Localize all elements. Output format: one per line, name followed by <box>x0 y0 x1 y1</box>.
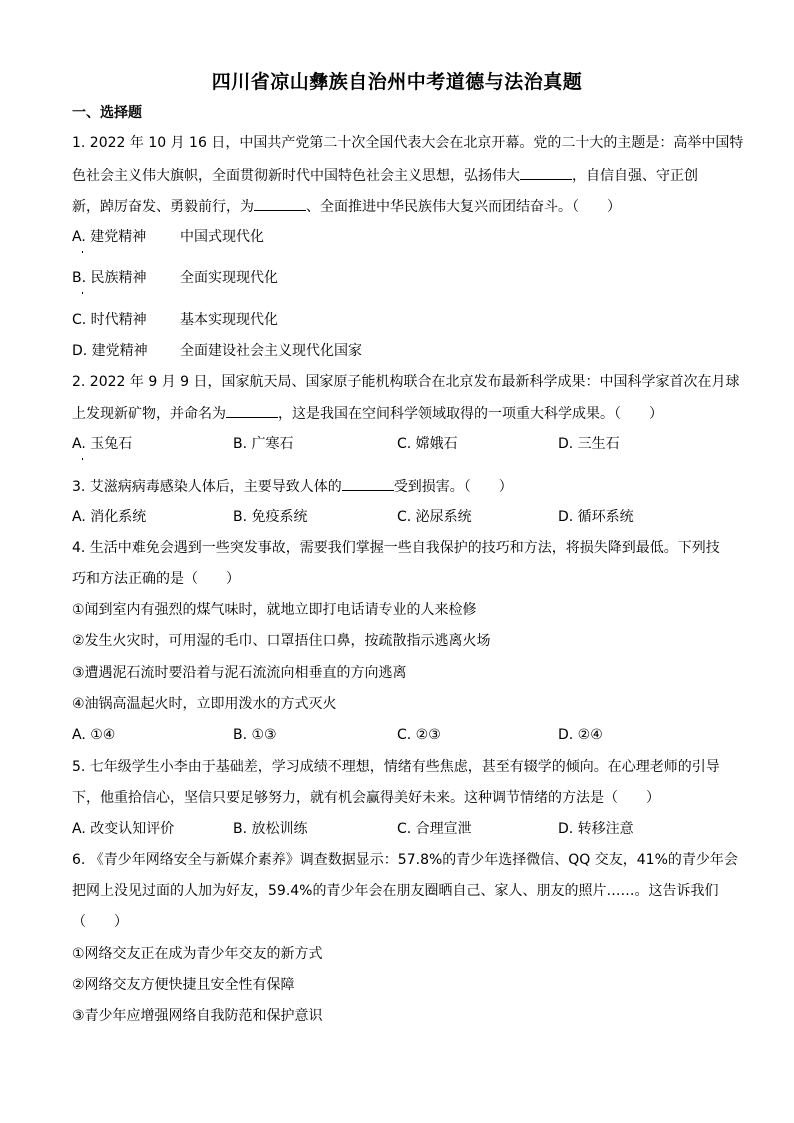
option-label: A. 建党精神 <box>72 229 147 245</box>
q1-option-d <box>72 342 362 360</box>
option-value: 中国式现代化 <box>180 229 264 245</box>
q6-statement-3: ③青少年应增强网络自我防范和保护意识 <box>72 1008 323 1024</box>
q5-option-d: D. 转移注意 <box>558 821 634 837</box>
option-label: B. 民族精神 <box>72 270 147 286</box>
answer-blank <box>254 196 306 211</box>
q2-line-2 <box>72 403 663 423</box>
q3-line-1 <box>72 476 513 496</box>
q2-line-1: 2. 2022 年 9 月 9 日，国家航天局、国家原子能机构联合在北京发布最新科学成果：中国科学家首次在月球 <box>72 374 740 390</box>
q5-line-2: 下，他重拾信心，坚信只要足够努力，就有机会赢得美好未来。这种调节情绪的方法是（ ） <box>72 790 660 806</box>
q4-statement-2: ②发生火灾时，可用湿的毛巾、口罩捂住口鼻，按疏散指示逃离火场 <box>72 633 491 649</box>
q2-option-c: C. 嫦娥石 <box>397 436 458 452</box>
q2-line-2-text-a: 上发现新矿物，并命名为 <box>72 406 226 422</box>
q3-line-1-text-a: 3. 艾滋病病毒感染人体后，主要导致人体的 <box>72 479 342 495</box>
q3-line-1-text-b: 受到损害。（ ） <box>393 479 513 495</box>
q6-line-2: 把网上没见过面的人加为好友，59.4%的青少年会在朋友圈晒自己、家人、朋友的照片……。这告诉我们 <box>72 883 719 899</box>
page-title: 四川省凉山彝族自治州中考道德与法治真题 <box>211 71 583 93</box>
q5-line-1: 5. 七年级学生小李由于基础差，学习成绩不理想，情绪有些焦虑，甚至有辍学的倾向。在心理老师的引导 <box>72 759 720 775</box>
q1-option-a <box>72 228 264 246</box>
q1-line-1: 1. 2022 年 10 月 16 日，中国共产党第二十次全国代表大会在北京开幕。党的二十大的主题是：高举中国特 <box>72 135 744 151</box>
q1-line-2-text-b: ，自信自强、守正创 <box>572 168 698 184</box>
section-heading: 一、选择题 <box>72 105 142 121</box>
q1-line-2 <box>72 165 698 185</box>
q4-option-c: C. ②③ <box>397 727 441 743</box>
q4-option-d: D. ②④ <box>558 727 603 743</box>
q1-option-b <box>72 269 278 287</box>
q4-line-1: 4. 生活中难免会遇到一些突发事故，需要我们掌握一些自我保护的技巧和方法，将损失降到最低。下列技 <box>72 540 720 556</box>
q2-line-2-text-b: ，这是我国在空间科学领域取得的一项重大科学成果。（ ） <box>278 406 663 422</box>
q1-line-3 <box>72 196 621 216</box>
q2-option-d: D. 三生石 <box>558 436 620 452</box>
q3-option-d: D. 循环系统 <box>558 509 634 525</box>
q2-option-b: B. 广寒石 <box>233 436 294 452</box>
q4-option-b: B. ①③ <box>233 727 277 743</box>
option-label: D. 建党精神 <box>72 343 148 359</box>
q1-line-2-text-a: 色社会主义伟大旗帜，全面贯彻新时代中国特色社会主义思想，弘扬伟大 <box>72 168 520 184</box>
q4-statement-3: ③遭遇泥石流时要沿着与泥石流流向相垂直的方向逃离 <box>72 665 407 681</box>
q3-option-c: C. 泌尿系统 <box>397 509 472 525</box>
q5-option-c: C. 合理宣泄 <box>397 821 472 837</box>
q3-option-b: B. 免疫系统 <box>233 509 308 525</box>
answer-blank <box>520 165 572 180</box>
q4-statement-4: ④油锅高温起火时，立即用泼水的方式灭火 <box>72 696 337 712</box>
answer-blank <box>342 476 394 491</box>
stray-dot <box>82 251 83 253</box>
answer-blank <box>226 403 278 418</box>
stray-dot <box>82 292 83 294</box>
q4-statement-1: ①闻到室内有强烈的煤气味时，就地立即打电话请专业的人来检修 <box>72 602 477 618</box>
option-value: 基本实现现代化 <box>180 312 278 328</box>
option-value: 全面实现现代化 <box>180 270 278 286</box>
stray-dot <box>82 458 83 460</box>
q5-option-b: B. 放松训练 <box>233 821 308 837</box>
q1-option-c <box>72 311 278 329</box>
q6-line-3: （ ） <box>72 914 128 930</box>
q6-statement-2: ②网络交友方便快捷且安全性有保障 <box>72 977 295 993</box>
q3-option-a: A. 消化系统 <box>72 509 147 525</box>
q5-option-a: A. 改变认知评价 <box>72 821 175 837</box>
q1-line-3-text-b: 、全面推进中华民族伟大复兴而团结奋斗。（ ） <box>306 199 621 215</box>
q1-line-3-text-a: 新，踔厉奋发、勇毅前行，为 <box>72 199 254 215</box>
q2-option-a: A. 玉兔石 <box>72 436 133 452</box>
q6-line-1: 6. 《青少年网络安全与新媒介素养》调查数据显示：57.8%的青少年选择微信、QQ 交友，41%的青少年会 <box>72 852 738 868</box>
option-value: 全面建设社会主义现代化国家 <box>180 343 362 359</box>
q4-option-a: A. ①④ <box>72 727 116 743</box>
q6-statement-1: ①网络交友正在成为青少年交友的新方式 <box>72 946 323 962</box>
option-label: C. 时代精神 <box>72 312 147 328</box>
q4-line-2: 巧和方法正确的是（ ） <box>72 571 240 587</box>
